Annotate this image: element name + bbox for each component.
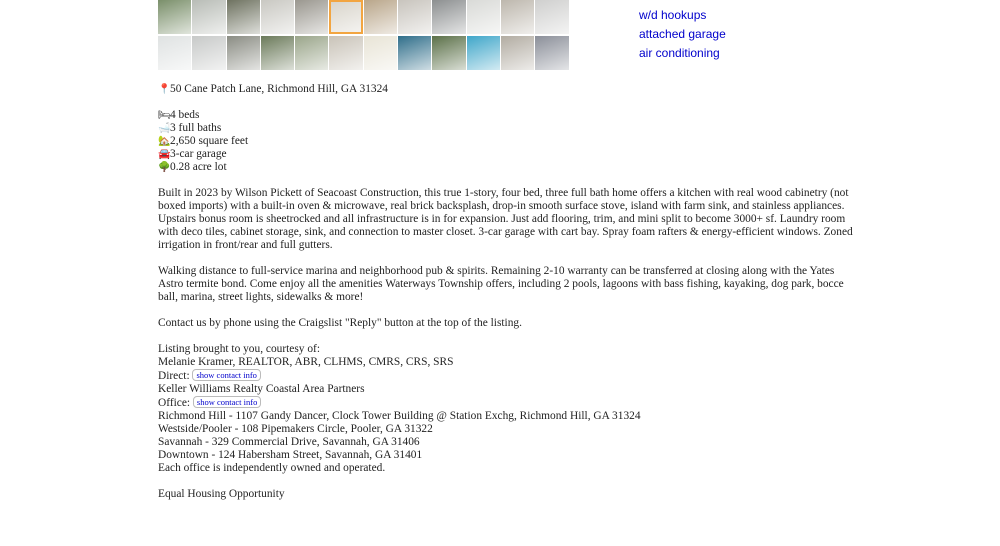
feature-text: 2,650 square feet [170,135,249,147]
contact-note: Contact us by phone using the Craigslist "Reply" button at the top of the listing. [158,317,522,329]
photo-thumbnail[interactable] [467,36,500,70]
photo-thumbnail[interactable] [364,36,397,70]
address-line [158,83,858,96]
car-icon: 🚘 [158,149,171,160]
office-address: Richmond Hill - 1107 Gandy Dancer, Clock Tower Building @ Station Exchg, Richmond Hill, GA 31324 [158,410,641,422]
office-address: Westside/Pooler - 108 Pipemakers Circle, Pooler, GA 31322 [158,423,433,435]
photo-thumbnail[interactable] [398,36,431,70]
pin-icon: 📍 [158,84,171,95]
photo-thumbnail[interactable] [261,36,294,70]
office-address: Savannah - 329 Commercial Drive, Savannah, GA 31406 [158,436,420,448]
bed-icon: 🛏 [158,110,171,121]
thumbnail-row [158,0,582,34]
photo-thumbnail[interactable] [295,0,328,34]
photo-thumbnail[interactable] [535,0,568,34]
photo-thumbnail[interactable] [329,0,362,34]
equal-housing: Equal Housing Opportunity [158,488,285,500]
photo-thumbnail[interactable] [261,0,294,34]
show-contact-info-button[interactable]: show contact info [193,396,261,408]
photo-thumbnail[interactable] [295,36,328,70]
direct-label: Direct: [158,370,190,382]
agent-intro: Listing brought to you, courtesy of: [158,343,320,355]
attribute-list [639,6,726,63]
house-icon: 🏡 [158,136,171,147]
thumbnail-row [158,36,582,70]
photo-thumbnail[interactable] [329,36,362,70]
tree-icon: 🌳 [158,162,171,173]
photo-thumbnail[interactable] [501,0,534,34]
feature-text: 4 beds [170,109,200,121]
office-line [158,396,858,410]
feature-lot [158,161,858,174]
photo-thumbnail[interactable] [227,36,260,70]
photo-thumbnail[interactable] [192,36,225,70]
bath-icon: 🛁 [158,123,171,134]
description-paragraph: Walking distance to full-service marina and neighborhood pub & spirits. Remaining 2-10 warranty can be transferred at closing along with the Yates Astro termite bond. Come enjoy all the amenities Waterways Township offers, including 2 pools, lagoons with bass fishing, kayaking, dog park, bocce ball, marina, street lights, sidewalks & more! [158,265,844,303]
photo-thumbnail[interactable] [432,0,465,34]
feature-sqft [158,135,858,148]
feature-baths [158,122,858,135]
direct-line [158,369,858,383]
feature-text: 3-car garage [170,148,227,160]
photo-thumbnail[interactable] [467,0,500,34]
feature-text: 0.28 acre lot [170,161,227,173]
photo-thumbnail[interactable] [158,36,191,70]
description-paragraph: Built in 2023 by Wilson Pickett of Seacoast Construction, this true 1-story, four bed, three full bath home offers a kitchen with real wood cabinetry (not boxed imports) with a built-in oven & microwave, real brick backsplash, drop-in smooth surface stove, island with farm sink, and stainless appliances. Upstairs bonus room is sheetrocked and all infrastructure is in for expansion. Just add flooring, trim, and mini split to become 3000+ sf. Laundry room with deco tiles, cabinet storage, sink, and connection to master closet. 3-car garage with cart bay. Spray foam rafters & energy-efficient windows. Zoned irrigation in front/rear and full gutters. [158,187,853,251]
photo-thumbnail[interactable] [398,0,431,34]
feature-beds [158,109,858,122]
attribute-link-wd-hookups[interactable]: w/d hookups [639,8,707,22]
attribute-link-air-conditioning[interactable]: air conditioning [639,46,720,60]
photo-thumbnail[interactable] [432,36,465,70]
feature-garage [158,148,858,161]
brokerage-name: Keller Williams Realty Coastal Area Partners [158,383,365,395]
photo-thumbnail[interactable] [501,36,534,70]
disclaimer: Each office is independently owned and operated. [158,462,386,474]
posting-body [158,83,858,501]
feature-text: 3 full baths [170,122,222,134]
address-text: 50 Cane Patch Lane, Richmond Hill, GA 31324 [170,83,388,95]
photo-thumbnail[interactable] [227,0,260,34]
photo-thumbnail[interactable] [158,0,191,34]
photo-thumbnail[interactable] [192,0,225,34]
photo-gallery [158,0,582,72]
photo-thumbnail[interactable] [535,36,568,70]
show-contact-info-button[interactable]: show contact info [192,369,260,381]
office-label: Office: [158,397,191,409]
photo-thumbnail[interactable] [364,0,397,34]
attribute-link-attached-garage[interactable]: attached garage [639,27,726,41]
office-address: Downtown - 124 Habersham Street, Savannah, GA 31401 [158,449,423,461]
agent-name: Melanie Kramer, REALTOR, ABR, CLHMS, CMRS, CRS, SRS [158,356,454,368]
